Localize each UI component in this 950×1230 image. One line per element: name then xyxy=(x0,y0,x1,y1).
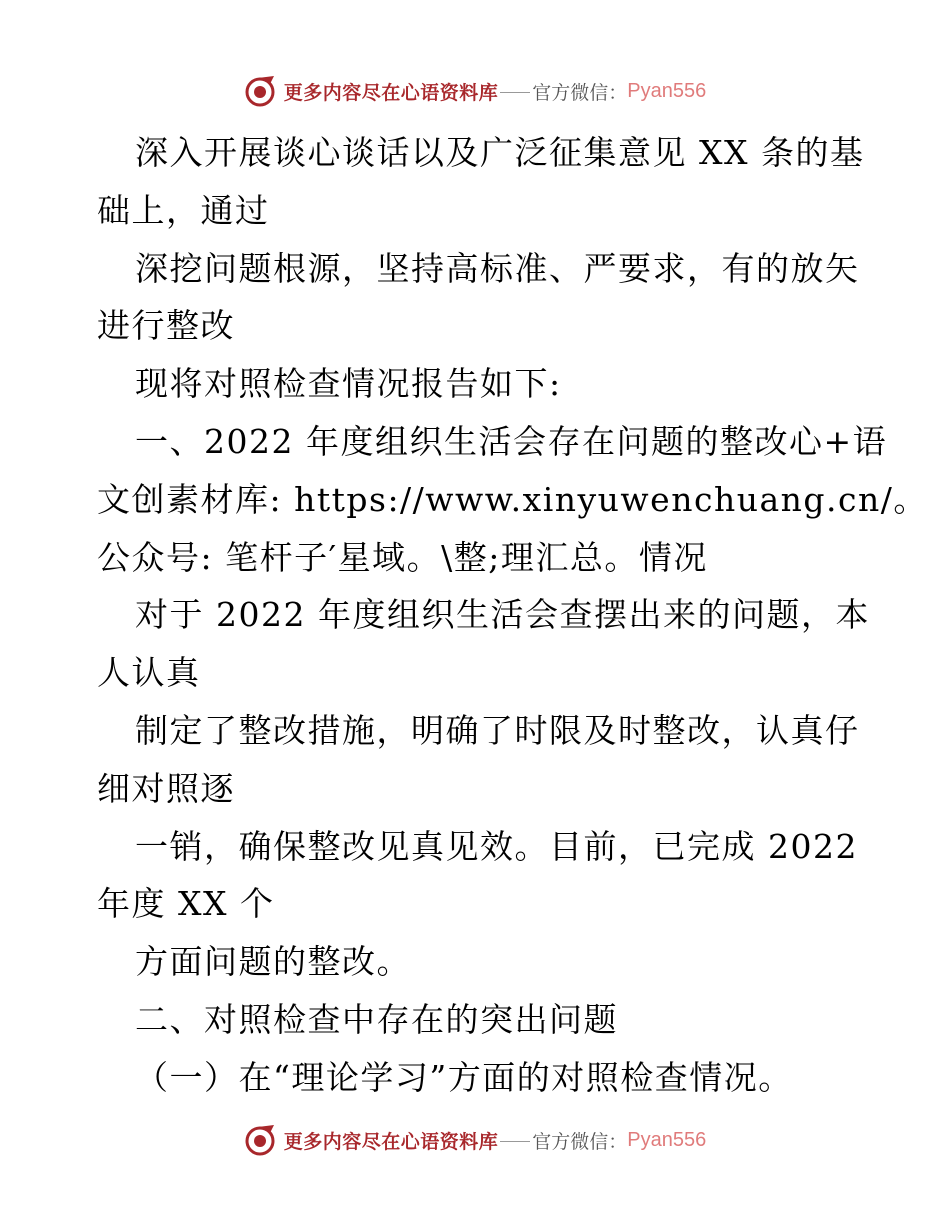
text-line: 础上，通过 xyxy=(97,190,270,230)
text-line: 一、2022 年度组织生活会存在问题的整改心+语 xyxy=(135,421,888,461)
footer-dash-divider xyxy=(500,1141,530,1142)
text-line: 制定了整改措施，明确了时限及时整改，认真仔 xyxy=(135,710,860,750)
text-line: （一）在“理论学习”方面的对照检查情况。 xyxy=(135,1057,793,1097)
text-line: 文创素材库: https://www.xinyuwenchuang.cn/。 xyxy=(97,479,928,519)
text-line: 公众号: 笔杆子′星域。\整;理汇总。情况 xyxy=(97,537,708,577)
text-line: 人认真 xyxy=(97,653,201,693)
text-line: 对于 2022 年度组织生活会查摆出来的问题，本 xyxy=(135,595,870,635)
brand-logo-icon xyxy=(244,1123,278,1157)
text-line: 进行整改 xyxy=(97,306,235,346)
text-line: 现将对照检查情况报告如下: xyxy=(135,364,562,404)
footer-watermark-banner xyxy=(0,1120,950,1160)
header-wechat-id: Pyan556 xyxy=(627,79,707,102)
header-dash-divider xyxy=(500,92,530,93)
text-line: 方面问题的整改。 xyxy=(135,942,411,982)
text-line: 二、对照检查中存在的突出问题 xyxy=(135,999,618,1039)
footer-brand-text: 更多内容尽在心语资料库 xyxy=(283,1130,499,1153)
footer-wechat-label: 官方微信： xyxy=(532,1130,628,1153)
footer-wechat-id: Pyan556 xyxy=(627,1128,707,1151)
header-brand-text: 更多内容尽在心语资料库 xyxy=(283,81,499,104)
text-line: 细对照逐 xyxy=(97,768,235,808)
text-line: 年度 XX 个 xyxy=(97,884,275,924)
header-watermark-banner xyxy=(0,71,950,111)
brand-logo-icon xyxy=(244,74,278,108)
header-wechat-label: 官方微信： xyxy=(532,81,628,104)
document-body xyxy=(97,124,928,1107)
text-line: 深入开展谈心谈话以及广泛征集意见 XX 条的基 xyxy=(135,133,865,172)
text-line: 深挖问题根源，坚持高标准、严要求，有的放矢 xyxy=(135,248,860,288)
text-line: 一销，确保整改见真见效。目前，已完成 2022 xyxy=(135,826,858,866)
